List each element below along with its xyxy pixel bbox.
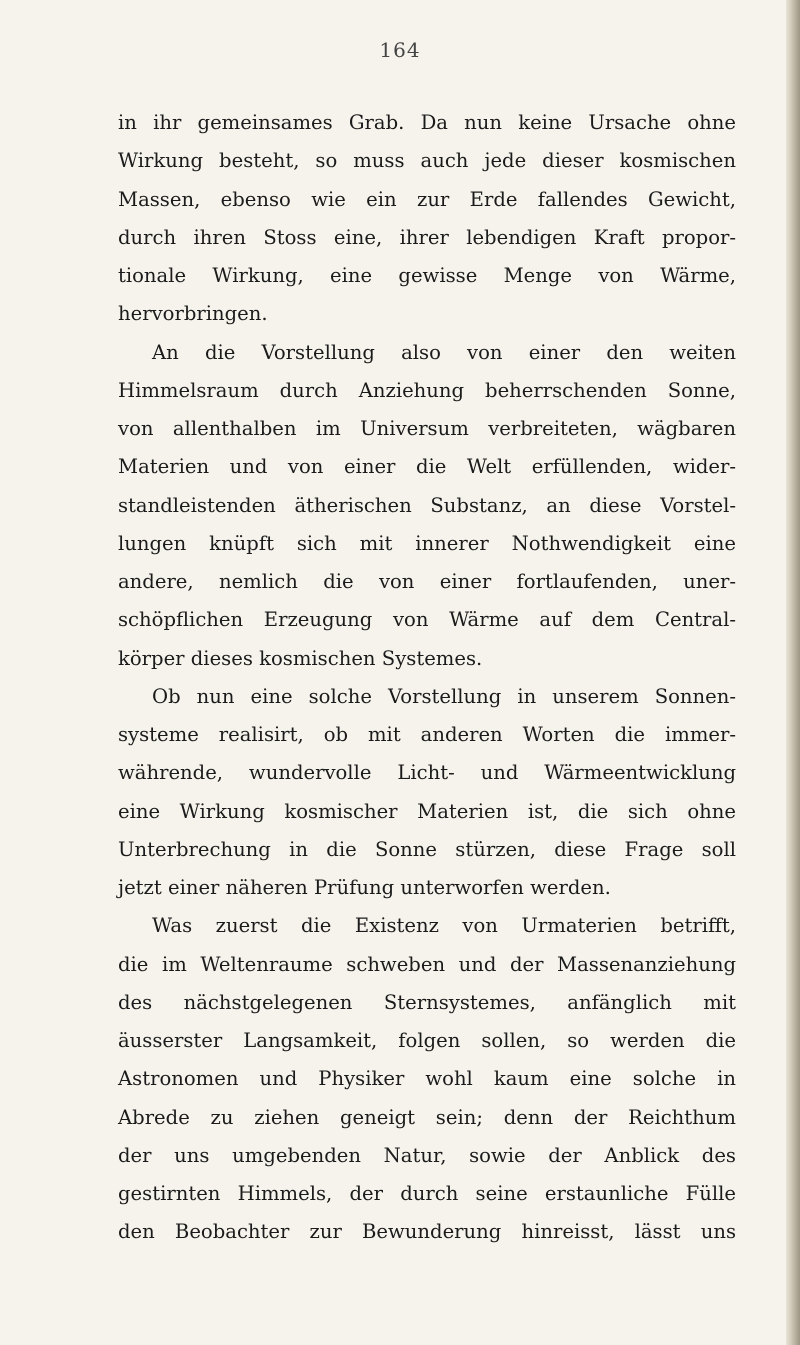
page-number: 164 xyxy=(379,38,421,62)
paragraph-start-line: Was zuerst die Existenz von Urmaterien betrifft, xyxy=(152,914,736,938)
text-line: jetzt einer näheren Prüfung unterworfen werden. xyxy=(118,876,611,899)
body-text xyxy=(118,104,736,1252)
text-line: Massen, ebenso wie ein zur Erde fallendes Gewicht, xyxy=(118,187,736,211)
text-line: durch ihren Stoss eine, ihrer lebendigen Kraft propor- xyxy=(118,225,736,249)
text-line: von allenthalben im Universum verbreiteten, wägbaren xyxy=(118,417,736,440)
text-line: eine Wirkung kosmischer Materien ist, die sich ohne xyxy=(118,799,736,823)
text-line: Abrede zu ziehen geneigt sein; denn der Reichthum xyxy=(118,1105,736,1129)
text-line: schöpflichen Erzeugung von Wärme auf dem Central- xyxy=(118,608,736,632)
text-line: den Beobachter zur Bewunderung hinreisst, lässt uns xyxy=(118,1220,736,1244)
text-line: hervorbringen. xyxy=(118,302,268,326)
page-edge-shadow xyxy=(786,0,800,1345)
text-line: der uns umgebenden Natur, sowie der Anblick des xyxy=(118,1143,736,1167)
paragraph-start-line: Ob nun eine solche Vorstellung in unserem Sonnen- xyxy=(152,684,736,708)
text-line: gestirnten Himmels, der durch seine erstaunliche Fülle xyxy=(118,1182,736,1205)
text-line: standleistenden ätherischen Substanz, an diese Vorstel- xyxy=(118,493,736,517)
text-line: äusserster Langsamkeit, folgen sollen, so werden die xyxy=(118,1029,736,1052)
text-line: Unterbrechung in die Sonne stürzen, diese Frage soll xyxy=(118,837,736,861)
text-line: des nächstgelegenen Sternsystemes, anfänglich mit xyxy=(118,990,736,1014)
text-line: Astronomen und Physiker wohl kaum eine solche in xyxy=(118,1067,736,1091)
text-line: tionale Wirkung, eine gewisse Menge von Wärme, xyxy=(118,264,736,287)
text-line: die im Weltenraume schweben und der Massenanziehung xyxy=(118,952,736,976)
text-line: Wirkung besteht, so muss auch jede dieser kosmischen xyxy=(118,149,736,173)
text-line: lungen knüpft sich mit innerer Nothwendigkeit eine xyxy=(118,531,736,555)
text-line: Himmelsraum durch Anziehung beherrschenden Sonne, xyxy=(118,378,736,402)
text-line: andere, nemlich die von einer fortlaufenden, uner- xyxy=(118,570,736,593)
text-line: Materien und von einer die Welt erfüllenden, wider- xyxy=(118,455,736,479)
paragraph-start-line: An die Vorstellung also von einer den weiten xyxy=(152,340,736,364)
text-line: in ihr gemeinsames Grab. Da nun keine Ursache ohne xyxy=(118,111,736,134)
text-line: währende, wundervolle Licht- und Wärmeentwicklung xyxy=(118,761,736,785)
text-line: körper dieses kosmischen Systemes. xyxy=(118,646,483,670)
text-line: systeme realisirt, ob mit anderen Worten die immer- xyxy=(118,723,736,746)
